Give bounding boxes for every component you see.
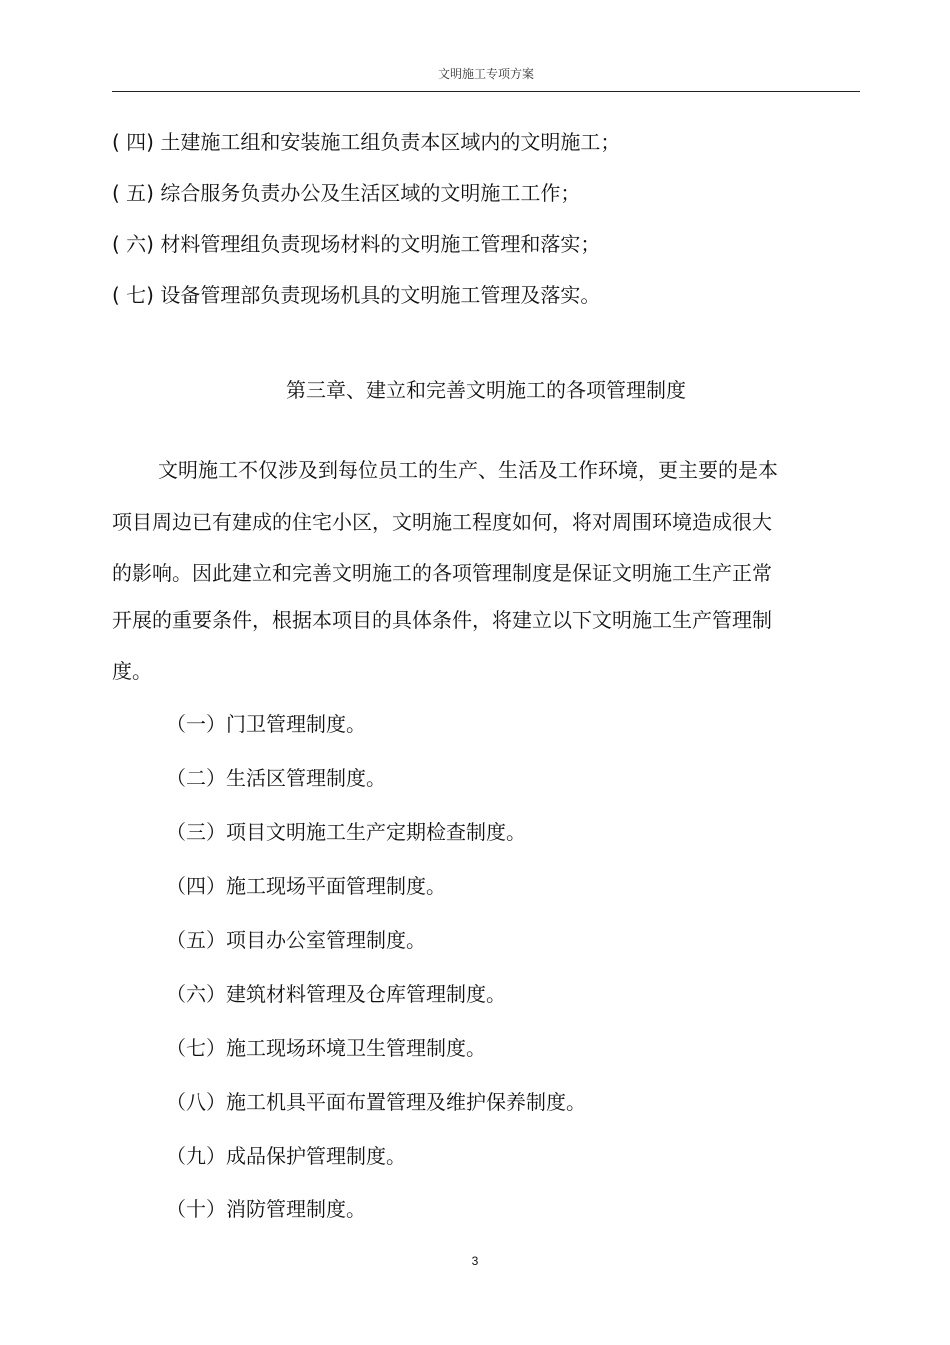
system-list-item: （四）施工现场平面管理制度。 (166, 874, 446, 898)
chapter-title: 第三章、建立和完善文明施工的各项管理制度 (286, 378, 686, 402)
system-list-item: （五）项目办公室管理制度。 (166, 928, 426, 952)
system-list-item: （三）项目文明施工生产定期检查制度。 (166, 820, 526, 844)
paragraph-line: 开展的重要条件，根据本项目的具体条件，将建立以下文明施工生产管理制 (112, 608, 772, 632)
system-list-item: （七）施工现场环境卫生管理制度。 (166, 1036, 486, 1060)
system-list-item: （一）门卫管理制度。 (166, 712, 366, 736)
system-list-item: （二）生活区管理制度。 (166, 766, 386, 790)
paragraph-line: 的影响。因此建立和完善文明施工的各项管理制度是保证文明施工生产正常 (112, 561, 772, 585)
system-list-item: （十）消防管理制度。 (166, 1197, 366, 1221)
duty-item: ( 四) 土建施工组和安装施工组负责本区域内的文明施工； (112, 130, 621, 154)
paragraph-line: 文明施工不仅涉及到每位员工的生产、生活及工作环境，更主要的是本 (158, 458, 778, 482)
system-list-item: （九）成品保护管理制度。 (166, 1144, 406, 1168)
page-number: 3 (471, 1254, 479, 1268)
duty-item: ( 六) 材料管理组负责现场材料的文明施工管理和落实； (112, 232, 601, 256)
duty-item: ( 七) 设备管理部负责现场机具的文明施工管理及落实。 (112, 283, 601, 307)
header-title: 文明施工专项方案 (437, 67, 534, 81)
paragraph-line: 项目周边已有建成的住宅小区，文明施工程度如何，将对周围环境造成很大 (112, 510, 772, 534)
page-header (112, 0, 860, 92)
paragraph-line: 度。 (112, 659, 152, 683)
system-list-item: （六）建筑材料管理及仓库管理制度。 (166, 982, 506, 1006)
system-list-item: （八）施工机具平面布置管理及维护保养制度。 (166, 1090, 586, 1114)
duty-item: ( 五) 综合服务负责办公及生活区域的文明施工工作； (112, 181, 581, 205)
